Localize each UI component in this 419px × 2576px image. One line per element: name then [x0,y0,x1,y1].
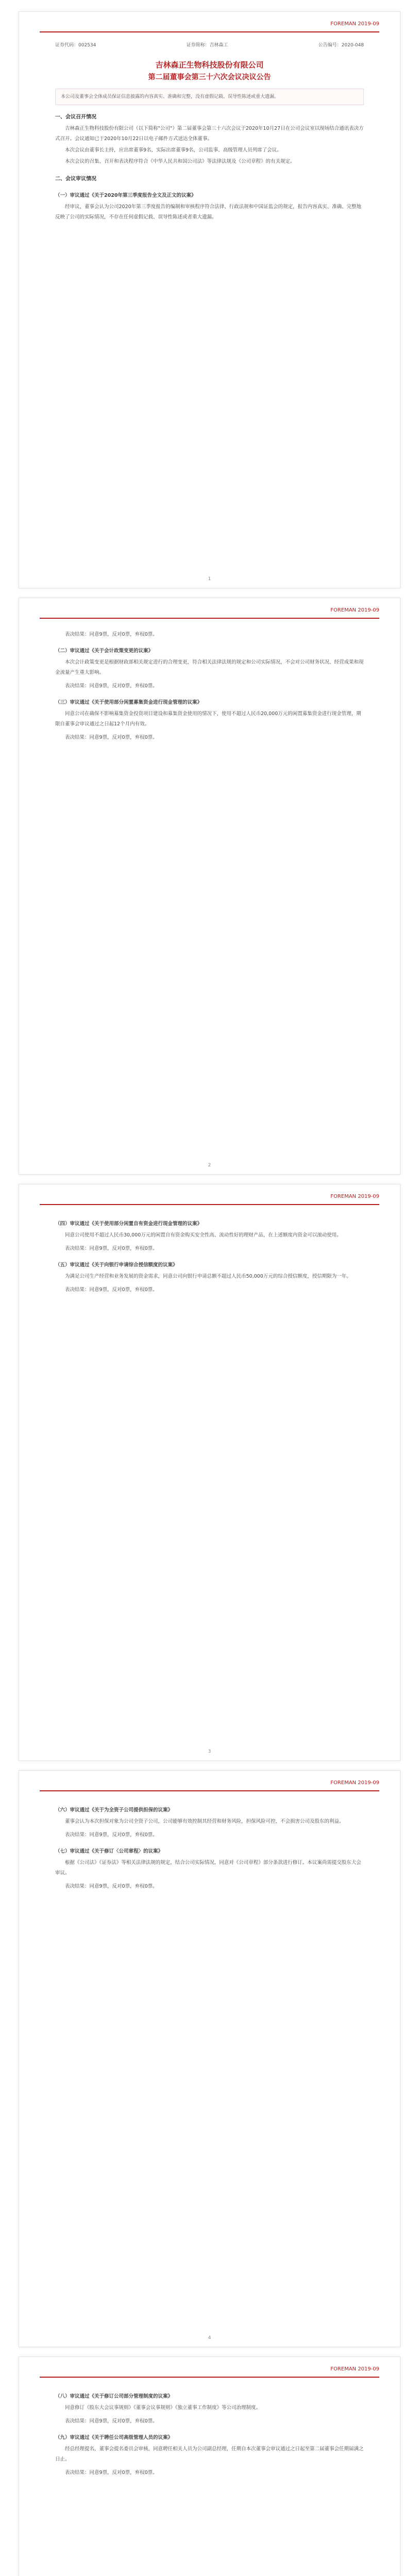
document-page-2 [19,598,400,1175]
bill-1-title: （一）审议通过《关于2020年第三季度报告全文及正文的议案》 [55,193,196,198]
page-body [55,2385,364,2481]
document-page-5 [19,2357,400,2576]
page-body [55,1799,364,1895]
bill-5-title: （五）审议通过《关于向银行申请综合授信额度的议案》 [55,1262,178,1268]
page-code: FOREMAN 2019-09 [330,21,379,27]
bill-2-title: （二）审议通过《关于会计政策变更的议案》 [55,648,154,654]
page-body [55,626,364,746]
page-header [40,21,379,32]
page-header [40,1194,379,1205]
meta-row [55,40,364,50]
section-1-paragraph-1: 吉林森正生物科技股份有限公司（以下简称"公司"）第二届董事会第三十六次会议于2020年10月27日在公司会议室以现场结合通讯表决方式召开。会议通知已于2020年10月22日以电子邮件方式送达全体董事。 [55,126,364,142]
vote-result: 表决结果：同意9票，反对0票，弃权0票。 [65,1832,158,1838]
bill-7-text: 根据《公司法》《证券法》等相关法律法规的规定，结合公司实际情况，同意对《公司章程》部分条款进行修订。本议案尚需提交股东大会审议。 [55,1860,361,1876]
bill-8-title: （八）审议通过《关于修订公司部分管理制度的议案》 [55,2394,173,2399]
page-number: 1 [208,577,211,582]
bill-3-title: （三）审议通过《关于使用部分闲置募集资金进行现金管理的议案》 [55,700,203,705]
bill-3-text: 同意公司在确保不影响募集资金投资项目建设和募集资金使用的情况下，使用不超过人民币20,000万元的闲置募集资金进行现金管理，期限自董事会审议通过之日起12个月内有效。 [55,711,361,727]
section-2-title: 二、会议审议情况 [55,176,96,182]
bill-6-text: 董事会认为本次担保对象为公司全资子公司，公司能够有效控制其经营和财务风险，担保风险可控，不会损害公司及股东的利益。 [65,1819,344,1824]
section-1-title: 一、会议召开情况 [55,114,96,120]
bill-5-text: 为满足公司生产经营和业务发展的资金需求，同意公司向银行申请总额不超过人民币50,000万元的综合授信额度，授信期限为一年。 [65,1274,351,1279]
stock-short-name: 证券简称：吉林森工 [186,43,228,48]
page-number: 2 [208,1163,211,1168]
announcement-number: 公告编号：2020-048 [318,43,364,48]
bill-4-title: （四）审议通过《关于使用部分闲置自有资金进行现金管理的议案》 [55,1221,203,1227]
page-header [40,607,379,619]
bill-7-title: （七）审议通过《关于修订〈公司章程〉的议案》 [55,1849,163,1854]
vote-result: 表决结果：同意9票，反对0票，弃权0票。 [65,2418,158,2424]
declaration-box: 本公司及董事会全体成员保证信息披露的内容真实、准确和完整，没有虚假记载、误导性陈述或重大遗漏。 [55,89,364,105]
page-code: FOREMAN 2019-09 [330,1194,379,1199]
section-1-paragraph-3: 本次会议的召集、召开和表决程序符合《中华人民共和国公司法》等法律法规及《公司章程》的有关规定。 [65,159,295,164]
page-body [55,40,364,224]
vote-result: 表决结果：同意9票，反对0票，弃权0票。 [65,1287,158,1293]
vote-result: 表决结果：同意9票，反对0票，弃权0票。 [65,683,158,689]
page-number: 3 [208,1749,211,1754]
bill-6-title: （六）审议通过《关于为全资子公司提供担保的议案》 [55,1807,173,1813]
bill-8-text: 同意修订《股东大会议事规则》《董事会议事规则》《独立董事工作制度》等公司治理制度。 [65,2405,261,2411]
page-code: FOREMAN 2019-09 [330,1780,379,1786]
vote-result: 表决结果：同意9票，反对0票，弃权0票。 [65,632,158,637]
stock-code: 证券代码：002534 [55,43,96,48]
bill-1-text: 经审议，董事会认为公司2020年第三季度报告的编制和审核程序符合法律、行政法规和中国证监会的规定，报告内容真实、准确、完整地反映了公司的实际情况，不存在任何虚假记载、误导性陈述或者重大遗漏。 [55,204,362,220]
document-page-1 [19,11,400,588]
bill-2-text: 本次会计政策变更是根据财政部相关规定进行的合理变更，符合相关法律法规的规定和公司实际情况，不会对公司财务状况、经营成果和现金流量产生重大影响。 [55,659,364,675]
document-title: 第二届董事会第三十六次会议决议公告 [148,73,271,81]
document-page-3 [19,1184,400,1761]
page-number: 4 [208,2335,211,2341]
page-body [55,1213,364,1298]
page-code: FOREMAN 2019-09 [330,2366,379,2372]
bill-9-text: 经总经理提名，董事会提名委员会审核，同意聘任相关人员为公司副总经理，任期自本次董事会审议通过之日起至第二届董事会任期届满之日止。 [55,2446,364,2462]
section-1-paragraph-2: 本次会议由董事长主持，应出席董事9名，实际出席董事9名，公司监事、高级管理人员列席了会议。 [65,147,282,153]
document-page-4 [19,1770,400,2347]
page-code: FOREMAN 2019-09 [330,607,379,613]
vote-result: 表决结果：同意9票，反对0票，弃权0票。 [65,1884,158,1889]
company-name: 吉林森正生物科技股份有限公司 [155,60,264,70]
vote-result: 表决结果：同意9票，反对0票，弃权0票。 [65,1246,158,1251]
vote-result: 表决结果：同意9票，反对0票，弃权0票。 [65,735,158,740]
page-header [40,2366,379,2378]
bill-9-title: （九）审议通过《关于聘任公司高级管理人员的议案》 [55,2435,173,2441]
page-header [40,1780,379,1791]
bill-4-text: 同意公司使用不超过人民币30,000万元的闲置自有资金购买安全性高、流动性好的理财产品，在上述额度内资金可以滚动使用。 [65,1232,342,1238]
vote-result: 表决结果：同意9票，反对0票，弃权0票。 [65,2470,158,2476]
